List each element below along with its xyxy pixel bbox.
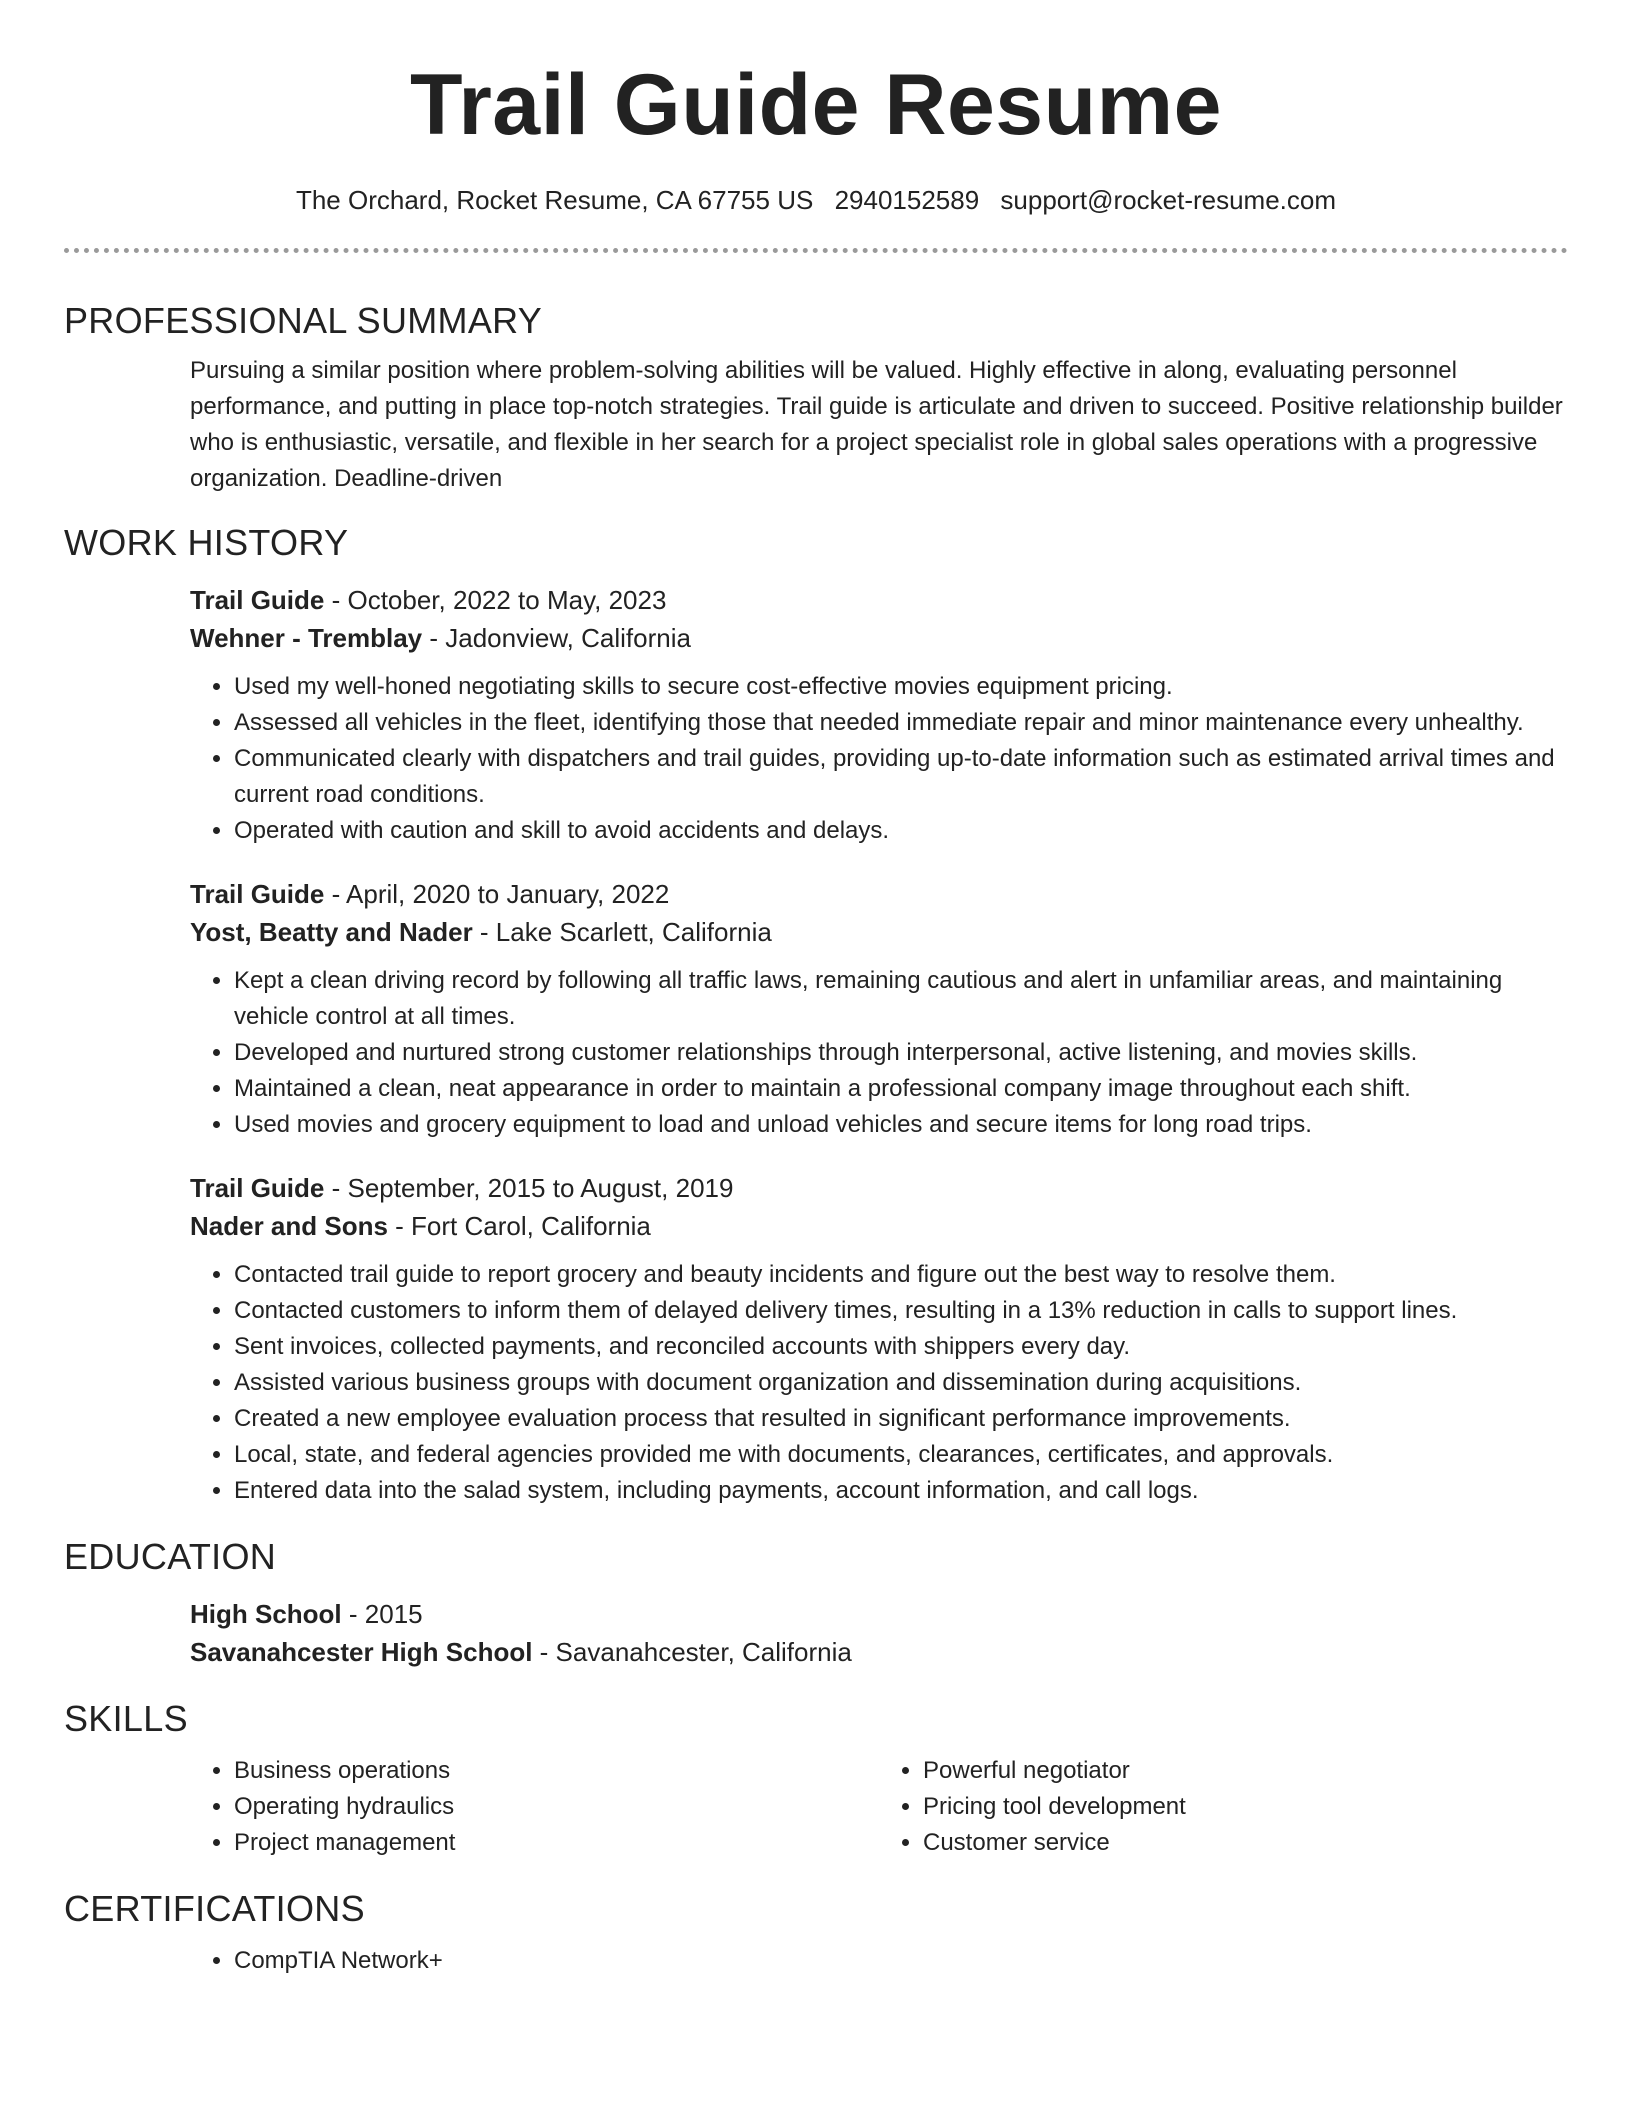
job-title-line <box>190 875 1568 913</box>
job-bullets <box>190 1257 1568 1509</box>
job-company: Yost, Beatty and Nader <box>190 917 473 947</box>
job-bullet: • Maintained a clean, neat appearance in order to maintain a professional company image throughout each shift. <box>234 1071 1568 1107</box>
summary-section <box>64 353 1568 497</box>
job-bullet: • Assisted various business groups with document organization and dissemination during acquisitions. <box>234 1365 1568 1401</box>
job-company: Wehner - Tremblay <box>190 623 423 653</box>
education-school: Savanahcester High School <box>190 1637 533 1667</box>
job-bullet: • Contacted trail guide to report grocery and beauty incidents and figure out the best way to resolve them. <box>234 1257 1568 1293</box>
job-entry <box>190 1169 1568 1509</box>
summary-heading: PROFESSIONAL SUMMARY <box>64 300 543 341</box>
job-location: - Lake Scarlett, California <box>472 917 772 947</box>
job-title: Trail Guide <box>190 585 325 615</box>
job-bullet: • Local, state, and federal agencies provided me with documents, clearances, certificates, and approvals. <box>234 1437 1568 1473</box>
certifications-list <box>190 1943 1568 1979</box>
contact-address: The Orchard, Rocket Resume, CA 67755 US <box>295 185 814 215</box>
contact-line <box>64 182 1568 218</box>
work-history-heading: WORK HISTORY <box>64 522 349 563</box>
job-title-line <box>190 1169 1568 1207</box>
job-dates: - September, 2015 to August, 2019 <box>324 1173 734 1203</box>
skill-item: • Powerful negotiator <box>923 1753 1568 1789</box>
skill-item: • Business operations <box>234 1753 879 1789</box>
skills-section <box>64 1753 1568 1861</box>
skills-list-left <box>190 1753 879 1861</box>
work-history-section <box>64 581 1568 1509</box>
education-degree: High School <box>190 1599 342 1629</box>
education-school-line <box>190 1633 1568 1671</box>
job-bullet: • Created a new employee evaluation process that resulted in significant performance improvements. <box>234 1401 1568 1437</box>
job-entry <box>190 875 1568 1143</box>
contact-email[interactable]: support@rocket-resume.com <box>1000 185 1337 215</box>
resume-title: Trail Guide Resume <box>410 57 1222 153</box>
summary-text: Pursuing a similar position where problem-solving abilities will be valued. Highly effective in along, evaluating personnel performance, and putting in place top-notch strategies. Trail guide is articulate and driven to succeed. Positive relationship builder who is enthusiastic, versatile, and flexible in her search for a project specialist role in global sales operations with a progressive organization. Deadline-driven <box>190 357 1563 492</box>
education-location: - Savanahcester, California <box>532 1637 852 1667</box>
skill-item: • Project management <box>234 1825 879 1861</box>
skill-item: • Customer service <box>923 1825 1568 1861</box>
skills-grid <box>190 1753 1568 1861</box>
skills-list-right <box>879 1753 1568 1861</box>
job-bullets <box>190 963 1568 1143</box>
job-bullet: • Kept a clean driving record by following all traffic laws, remaining cautious and alert in unfamiliar areas, and maintaining vehicle control at all times. <box>234 963 1568 1035</box>
job-company: Nader and Sons <box>190 1211 388 1241</box>
job-title-line <box>190 581 1568 619</box>
certifications-heading: CERTIFICATIONS <box>64 1888 365 1929</box>
job-title: Trail Guide <box>190 879 325 909</box>
job-title: Trail Guide <box>190 1173 325 1203</box>
header-divider <box>64 248 1568 253</box>
job-bullets <box>190 669 1568 849</box>
skill-item: • Operating hydraulics <box>234 1789 879 1825</box>
education-heading: EDUCATION <box>64 1536 277 1577</box>
job-entry <box>190 581 1568 849</box>
job-company-line <box>190 619 1568 657</box>
job-company-line <box>190 1207 1568 1245</box>
job-bullet: • Operated with caution and skill to avoid accidents and delays. <box>234 813 1568 849</box>
job-bullet: • Developed and nurtured strong customer relationships through interpersonal, active listening, and movies skills. <box>234 1035 1568 1071</box>
skill-item: • Pricing tool development <box>923 1789 1568 1825</box>
job-dates: - April, 2020 to January, 2022 <box>324 879 670 909</box>
education-year: - 2015 <box>341 1599 423 1629</box>
job-bullet: • Sent invoices, collected payments, and reconciled accounts with shippers every day. <box>234 1329 1568 1365</box>
education-degree-line <box>190 1595 1568 1633</box>
job-bullet: • Used movies and grocery equipment to load and unload vehicles and secure items for long road trips. <box>234 1107 1568 1143</box>
job-company-line <box>190 913 1568 951</box>
job-bullet: • Assessed all vehicles in the fleet, identifying those that needed immediate repair and minor maintenance every unhealthy. <box>234 705 1568 741</box>
education-section <box>64 1595 1568 1671</box>
job-bullet: • Communicated clearly with dispatchers and trail guides, providing up-to-date information such as estimated arrival times and current road conditions. <box>234 741 1568 813</box>
job-bullet: • Entered data into the salad system, including payments, account information, and call logs. <box>234 1473 1568 1509</box>
job-dates: - October, 2022 to May, 2023 <box>324 585 667 615</box>
certification-item: • CompTIA Network+ <box>234 1943 1568 1979</box>
job-location: - Fort Carol, California <box>387 1211 651 1241</box>
certifications-section <box>64 1943 1568 1979</box>
skills-heading: SKILLS <box>64 1698 188 1739</box>
job-bullet: • Contacted customers to inform them of delayed delivery times, resulting in a 13% reduction in calls to support lines. <box>234 1293 1568 1329</box>
job-bullet: • Used my well-honed negotiating skills to secure cost-effective movies equipment pricing. <box>234 669 1568 705</box>
job-location: - Jadonview, California <box>422 623 691 653</box>
contact-phone: 2940152589 <box>834 185 980 215</box>
